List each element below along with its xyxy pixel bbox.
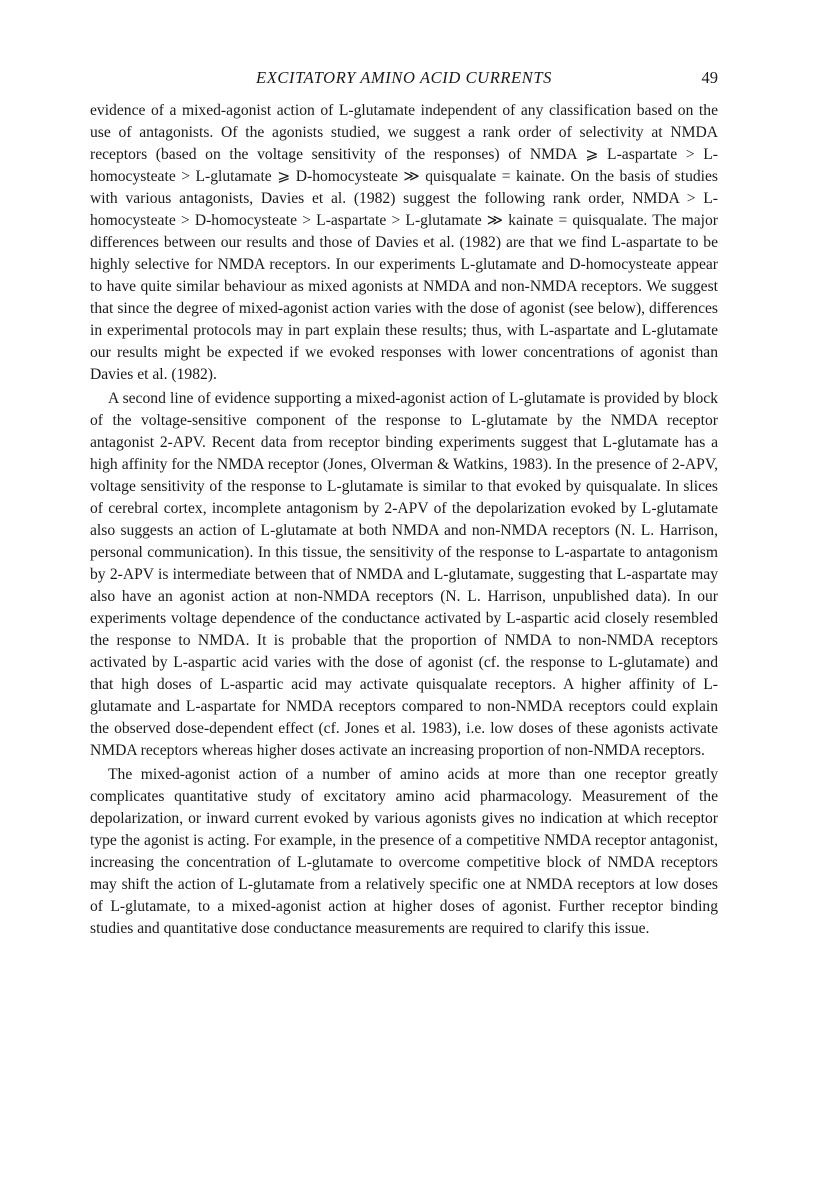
paragraph-continuation: evidence of a mixed-agonist action of L-glutamate independent of any classification based on the use of antagonists. Of the agonists studied, we suggest a rank order of selectivity at NMDA receptors (based on the voltage sensitivity of the responses) of NMDA ⩾ L-aspartate > L-homocysteate > L-glutamate ⩾ D-homocysteate ≫ quisqualate = kainate. On the basis of studies with various antagonists, Davies et al. (1982) suggest the following rank order, NMDA > L-homocysteate > D-homocysteate > L-aspartate > L-glutamate ≫ kainate = quisqualate. The major differences between our results and those of Davies et al. (1982) are that we find L-aspartate to be highly selective for NMDA receptors. In our experiments L-glutamate and D-homocysteate appear to have quite similar behaviour as mixed agonists at NMDA and non-NMDA receptors. We suggest that since the degree of mixed-agonist action varies with the dose of agonist (see below), differences in experimental protocols may in part explain these results; thus, with L-aspartate and L-glutamate our results might be expected if we evoked responses with lower concentrations of agonist than Davies et al. (1982). xyxy=(90,102,718,383)
journal-page xyxy=(90,68,718,940)
paragraph-mixed-agonist-action: The mixed-agonist action of a number of amino acids at more than one receptor greatly complicates quantitative study of excitatory amino acid pharmacology. Measurement of the depolarization, or inward current evoked by various agonists gives no indication at which receptor type the agonist is acting. For example, in the presence of a competitive NMDA receptor antagonist, increasing the concentration of L-glutamate to overcome competitive block of NMDA receptors may shift the action of L-glutamate from a relatively specific one at NMDA receptors at low doses of L-glutamate, to a mixed-agonist action at higher doses of agonist. Further receptor binding studies and quantitative dose conductance measurements are required to clarify this issue. xyxy=(90,766,718,937)
article-body xyxy=(90,100,718,940)
paragraph-second-line-of-evidence: A second line of evidence supporting a mixed-agonist action of L-glutamate is provided by block of the voltage-sensitive component of the response to L-glutamate by the NMDA receptor antagonist 2-APV. Recent data from receptor binding experiments suggest that L-glutamate has a high affinity for the NMDA receptor (Jones, Olverman & Watkins, 1983). In the presence of 2-APV, voltage sensitivity of the response to L-glutamate is similar to that evoked by quisqualate. In slices of cerebral cortex, incomplete antagonism by 2-APV of the depolarization evoked by L-glutamate also suggests an action of L-glutamate at both NMDA and non-NMDA receptors (N. L. Harrison, personal communication). In this tissue, the sensitivity of the response to L-aspartate to antagonism by 2-APV is intermediate between that of NMDA and L-glutamate, suggesting that L-aspartate may also have an agonist action at non-NMDA receptors (N. L. Harrison, unpublished data). In our experiments voltage dependence of the conductance activated by L-aspartic acid closely resembled the response to NMDA. It is probable that the proportion of NMDA to non-NMDA receptors activated by L-aspartic acid varies with the dose of agonist (cf. the response to L-glutamate) and that high doses of L-aspartic acid may activate quisqualate receptors. A higher affinity of L-glutamate and L-aspartate for NMDA receptors compared to non-NMDA receptors could explain the observed dose-dependent effect (cf. Jones et al. 1983), i.e. low doses of these agonists activate NMDA receptors whereas higher doses activate an increasing proportion of non-NMDA receptors. xyxy=(90,390,718,759)
running-head xyxy=(90,68,718,94)
page-number: 49 xyxy=(701,68,718,87)
running-title: EXCITATORY AMINO ACID CURRENTS xyxy=(256,68,552,87)
